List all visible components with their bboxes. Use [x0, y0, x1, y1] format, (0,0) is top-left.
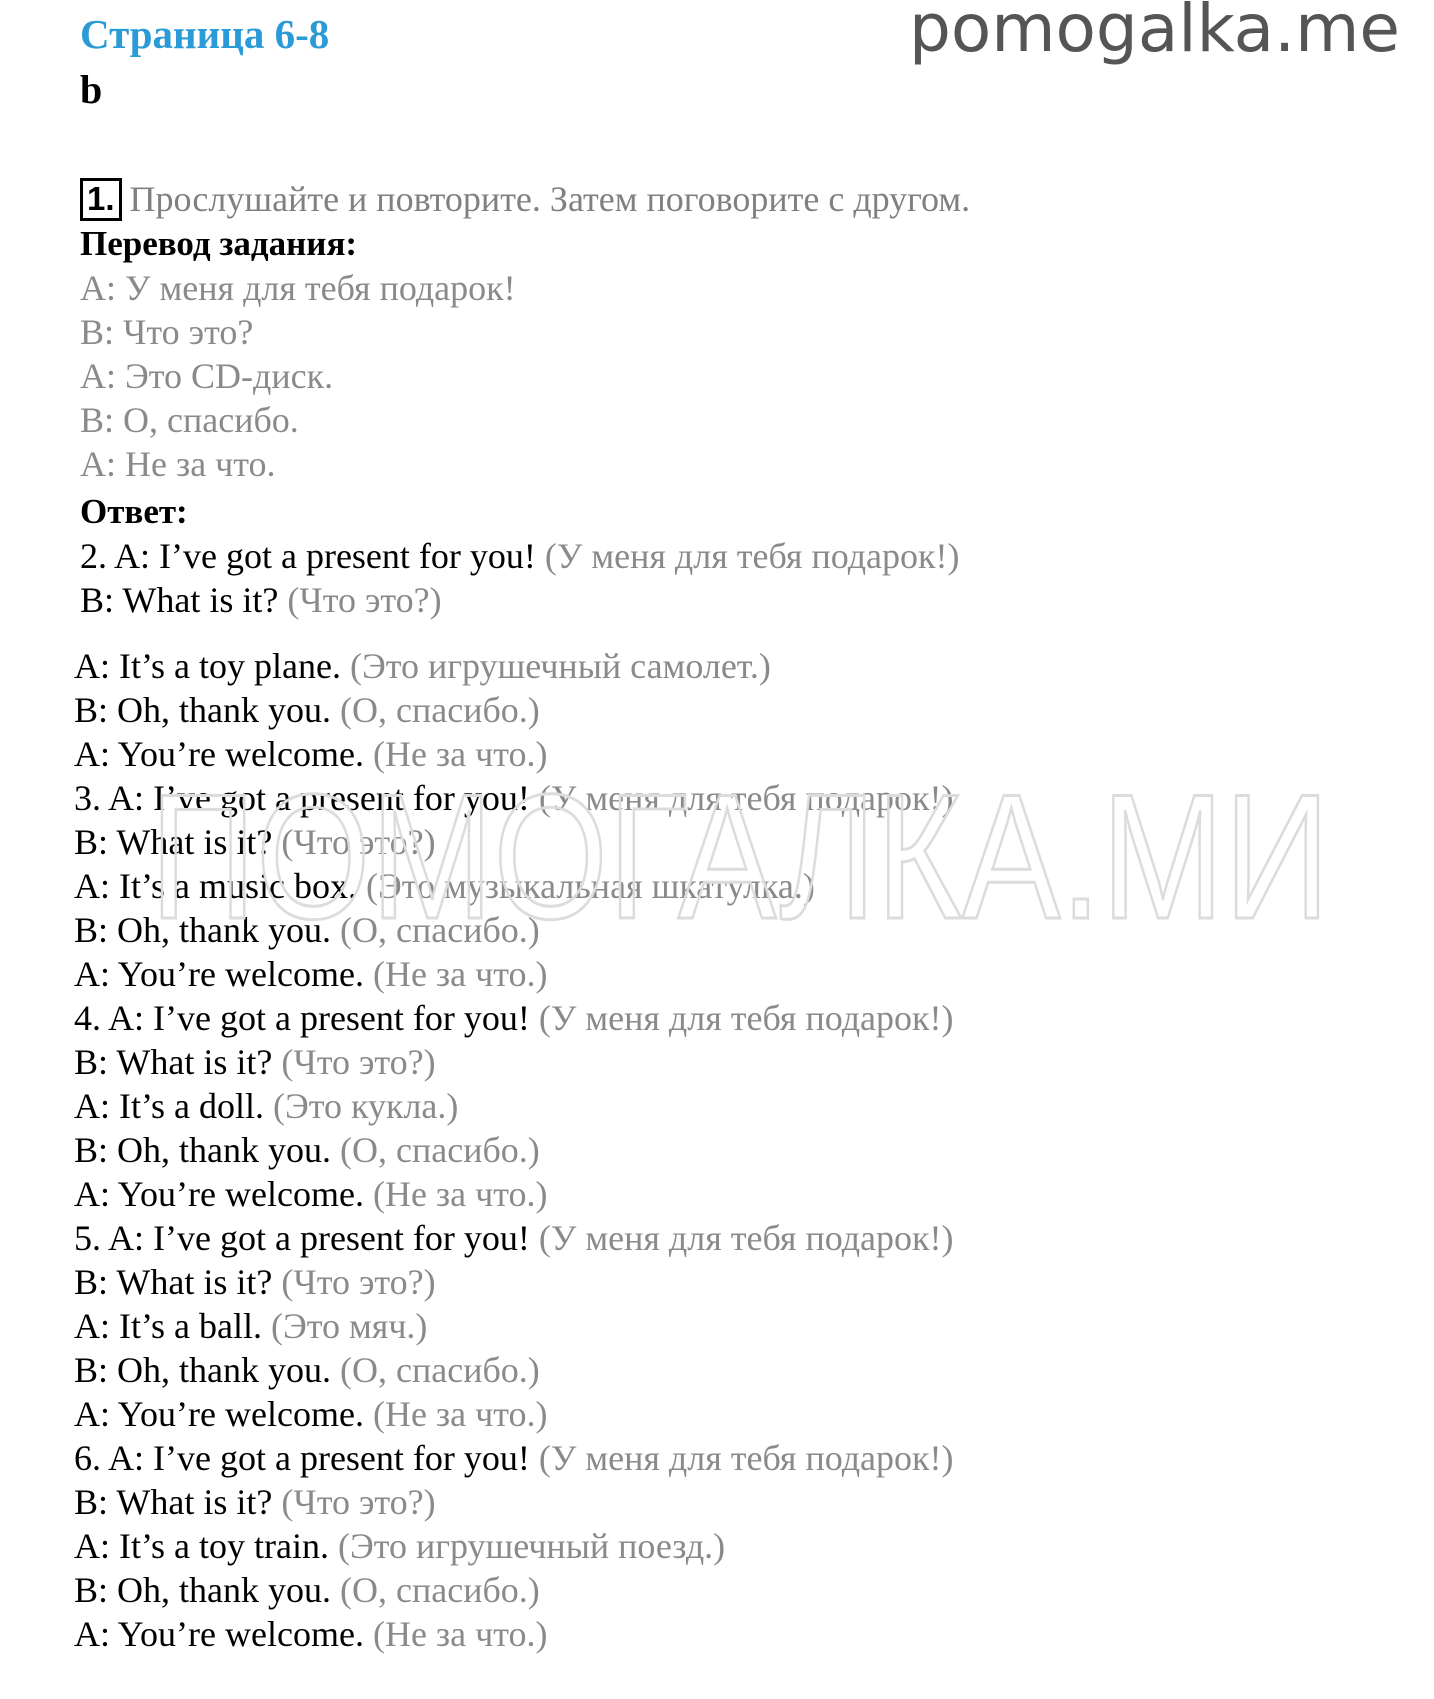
answer-english: A: You’re welcome.	[74, 734, 364, 774]
answer-line	[74, 956, 547, 992]
answer-translation: (О, спасибо.)	[340, 1570, 540, 1610]
answer-english: B: Oh, thank you.	[74, 1570, 331, 1610]
answer-translation: (Не за что.)	[372, 1614, 548, 1654]
answer-english: A: You’re welcome.	[74, 1174, 364, 1214]
answer-line	[74, 1088, 458, 1124]
answer-translation: (Не за что.)	[372, 734, 548, 774]
answer-english: A: It’s a ball.	[74, 1306, 262, 1346]
task-instruction: Прослушайте и повторите. Затем поговорите с другом.	[129, 179, 971, 220]
answer-line	[74, 1440, 953, 1476]
answer-heading: Ответ:	[80, 492, 188, 531]
answer-translation: (Не за что.)	[372, 1394, 548, 1434]
answer-english: B: Oh, thank you.	[74, 910, 331, 950]
answer-translation: (Это кукла.)	[272, 1086, 459, 1126]
answer-translation: (О, спасибо.)	[340, 1130, 540, 1170]
answer-line	[74, 736, 547, 772]
answer-english: 6. A: I’ve got a present for you!	[74, 1438, 530, 1478]
answer-line	[74, 1220, 953, 1256]
answer-translation: (Что это?)	[281, 822, 436, 862]
answer-english: B: What is it?	[74, 822, 273, 862]
answer-english: 4. A: I’ve got a present for you!	[74, 998, 530, 1038]
translation-line: B: О, спасибо.	[80, 400, 299, 440]
answer-line	[74, 1308, 427, 1344]
answer-line	[80, 582, 442, 618]
translation-line: B: Что это?	[80, 312, 254, 352]
answer-translation: (У меня для тебя подарок!)	[538, 1438, 954, 1478]
answer-translation: (О, спасибо.)	[340, 690, 540, 730]
answer-translation: (У меня для тебя подарок!)	[538, 1218, 954, 1258]
answer-english: B: What is it?	[74, 1482, 273, 1522]
answer-line	[74, 912, 540, 948]
answer-line	[74, 1264, 436, 1300]
answer-line	[74, 1176, 547, 1212]
translation-line: A: У меня для тебя подарок!	[80, 268, 516, 308]
translation-heading: Перевод задания:	[80, 224, 358, 263]
answer-english: A: You’re welcome.	[74, 954, 364, 994]
translation-line: A: Не за что.	[80, 444, 276, 484]
answer-english: 3. A: I’ve got a present for you!	[74, 778, 530, 818]
section-letter: b	[80, 67, 103, 112]
answer-english: B: Oh, thank you.	[74, 1130, 331, 1170]
answer-line	[74, 1000, 953, 1036]
answer-translation: (Что это?)	[281, 1262, 436, 1302]
answer-translation: (Что это?)	[287, 580, 442, 620]
answer-line	[74, 1132, 540, 1168]
answer-english: A: It’s a toy plane.	[74, 646, 341, 686]
answer-line	[74, 1396, 547, 1432]
answer-english: B: What is it?	[74, 1042, 273, 1082]
answer-english: A: It’s a music box.	[74, 866, 357, 906]
answer-translation: (Что это?)	[281, 1482, 436, 1522]
page-title: Страница 6-8	[80, 11, 330, 57]
answer-translation: (Не за что.)	[372, 954, 548, 994]
answer-english: A: It’s a toy train.	[74, 1526, 329, 1566]
answer-english: B: Oh, thank you.	[74, 1350, 331, 1390]
answer-translation: (Это игрушечный самолет.)	[349, 646, 771, 686]
answer-line	[74, 692, 540, 728]
answer-line	[74, 1528, 725, 1564]
answer-translation: (У меня для тебя подарок!)	[538, 778, 954, 818]
answer-line	[74, 1352, 540, 1388]
answer-translation: (Это игрушечный поезд.)	[337, 1526, 726, 1566]
task-instruction-line	[80, 178, 970, 221]
answer-line	[74, 1044, 436, 1080]
answer-english: B: What is it?	[74, 1262, 273, 1302]
answer-line	[74, 868, 815, 904]
site-logo: pomogalka.me	[908, 0, 1400, 67]
answer-line	[74, 1572, 540, 1608]
answer-english: B: What is it?	[80, 580, 279, 620]
answer-translation: (У меня для тебя подарок!)	[544, 536, 960, 576]
answer-english: B: Oh, thank you.	[74, 690, 331, 730]
answer-translation: (Это музыкальная шкатулка.)	[365, 866, 815, 906]
answer-translation: (У меня для тебя подарок!)	[538, 998, 954, 1038]
answer-line	[74, 1484, 436, 1520]
answer-translation: (Не за что.)	[372, 1174, 548, 1214]
answer-translation: (О, спасибо.)	[340, 1350, 540, 1390]
translation-line: A: Это CD-диск.	[80, 356, 334, 396]
answer-translation: (Что это?)	[281, 1042, 436, 1082]
watermark-text: ПОМОГАЛКА.МИ	[150, 778, 1330, 928]
answer-translation: (О, спасибо.)	[340, 910, 540, 950]
answer-line	[74, 648, 771, 684]
answer-english: 2. A: I’ve got a present for you!	[80, 536, 536, 576]
answer-english: A: It’s a doll.	[74, 1086, 264, 1126]
answer-line	[74, 780, 953, 816]
answer-english: A: You’re welcome.	[74, 1394, 364, 1434]
answer-line	[80, 538, 959, 574]
task-number-box: 1.	[80, 178, 122, 221]
answer-english: A: You’re welcome.	[74, 1614, 364, 1654]
answer-translation: (Это мяч.)	[270, 1306, 428, 1346]
answer-line	[74, 1616, 547, 1652]
answer-line	[74, 824, 436, 860]
answer-english: 5. A: I’ve got a present for you!	[74, 1218, 530, 1258]
